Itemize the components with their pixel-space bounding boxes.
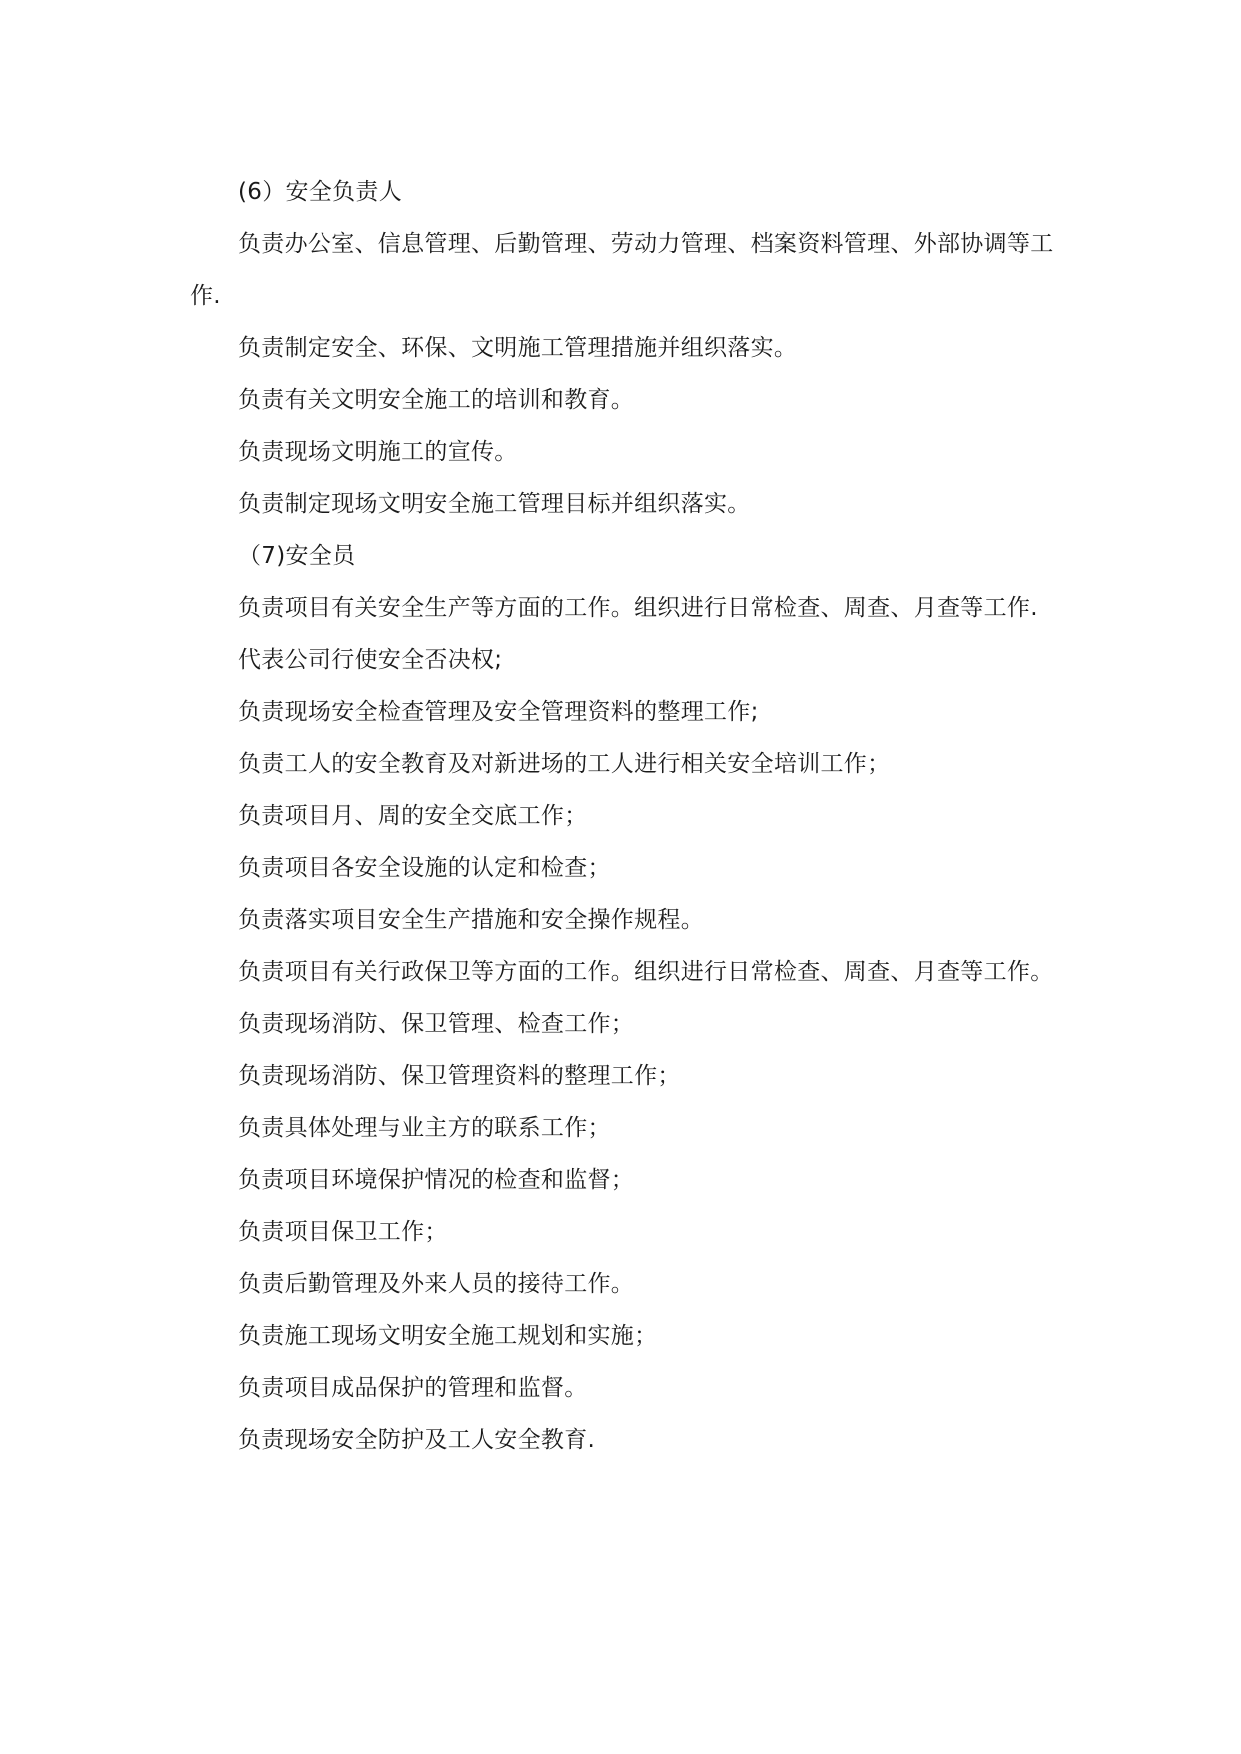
paragraph: 负责项目有关行政保卫等方面的工作。组织进行日常检查、周查、月查等工作。: [238, 959, 1054, 985]
paragraph: 负责项目保卫工作；: [238, 1219, 448, 1245]
paragraph: 负责施工现场文明安全施工规划和实施；: [238, 1323, 658, 1349]
paragraph: 负责现场消防、保卫管理资料的整理工作；: [238, 1063, 681, 1089]
section-heading-safety-manager: (6）安全负责人: [238, 179, 403, 205]
paragraph: 负责现场消防、保卫管理、检查工作；: [238, 1011, 635, 1037]
section-heading-safety-officer: （7)安全员: [238, 543, 356, 569]
paragraph: 负责项目有关安全生产等方面的工作。组织进行日常检查、周查、月查等工作.: [238, 595, 1038, 621]
paragraph: 负责现场安全检查管理及安全管理资料的整理工作;: [238, 699, 759, 725]
paragraph: 负责制定现场文明安全施工管理目标并组织落实。: [238, 491, 751, 517]
paragraph: 负责具体处理与业主方的联系工作；: [238, 1115, 611, 1141]
paragraph: 负责项目月、周的安全交底工作；: [238, 803, 588, 829]
paragraph: 负责项目各安全设施的认定和检查；: [238, 855, 611, 881]
paragraph: 负责项目环境保护情况的检查和监督；: [238, 1167, 635, 1193]
paragraph: 负责后勤管理及外来人员的接待工作。: [238, 1271, 635, 1297]
paragraph: 负责办公室、信息管理、后勤管理、劳动力管理、档案资料管理、外部协调等工作.: [190, 231, 1054, 309]
paragraph: 负责现场文明施工的宣传。: [238, 439, 518, 465]
document-body: [190, 166, 1062, 1466]
paragraph: 负责有关文明安全施工的培训和教育。: [238, 387, 635, 413]
paragraph: 负责制定安全、环保、文明施工管理措施并组织落实。: [238, 335, 798, 361]
paragraph: 代表公司行使安全否决权;: [238, 647, 503, 673]
paragraph: 负责工人的安全教育及对新进场的工人进行相关安全培训工作；: [238, 751, 891, 777]
paragraph: 负责落实项目安全生产措施和安全操作规程。: [238, 907, 704, 933]
paragraph: 负责现场安全防护及工人安全教育.: [238, 1427, 596, 1453]
paragraph: 负责项目成品保护的管理和监督。: [238, 1375, 588, 1401]
